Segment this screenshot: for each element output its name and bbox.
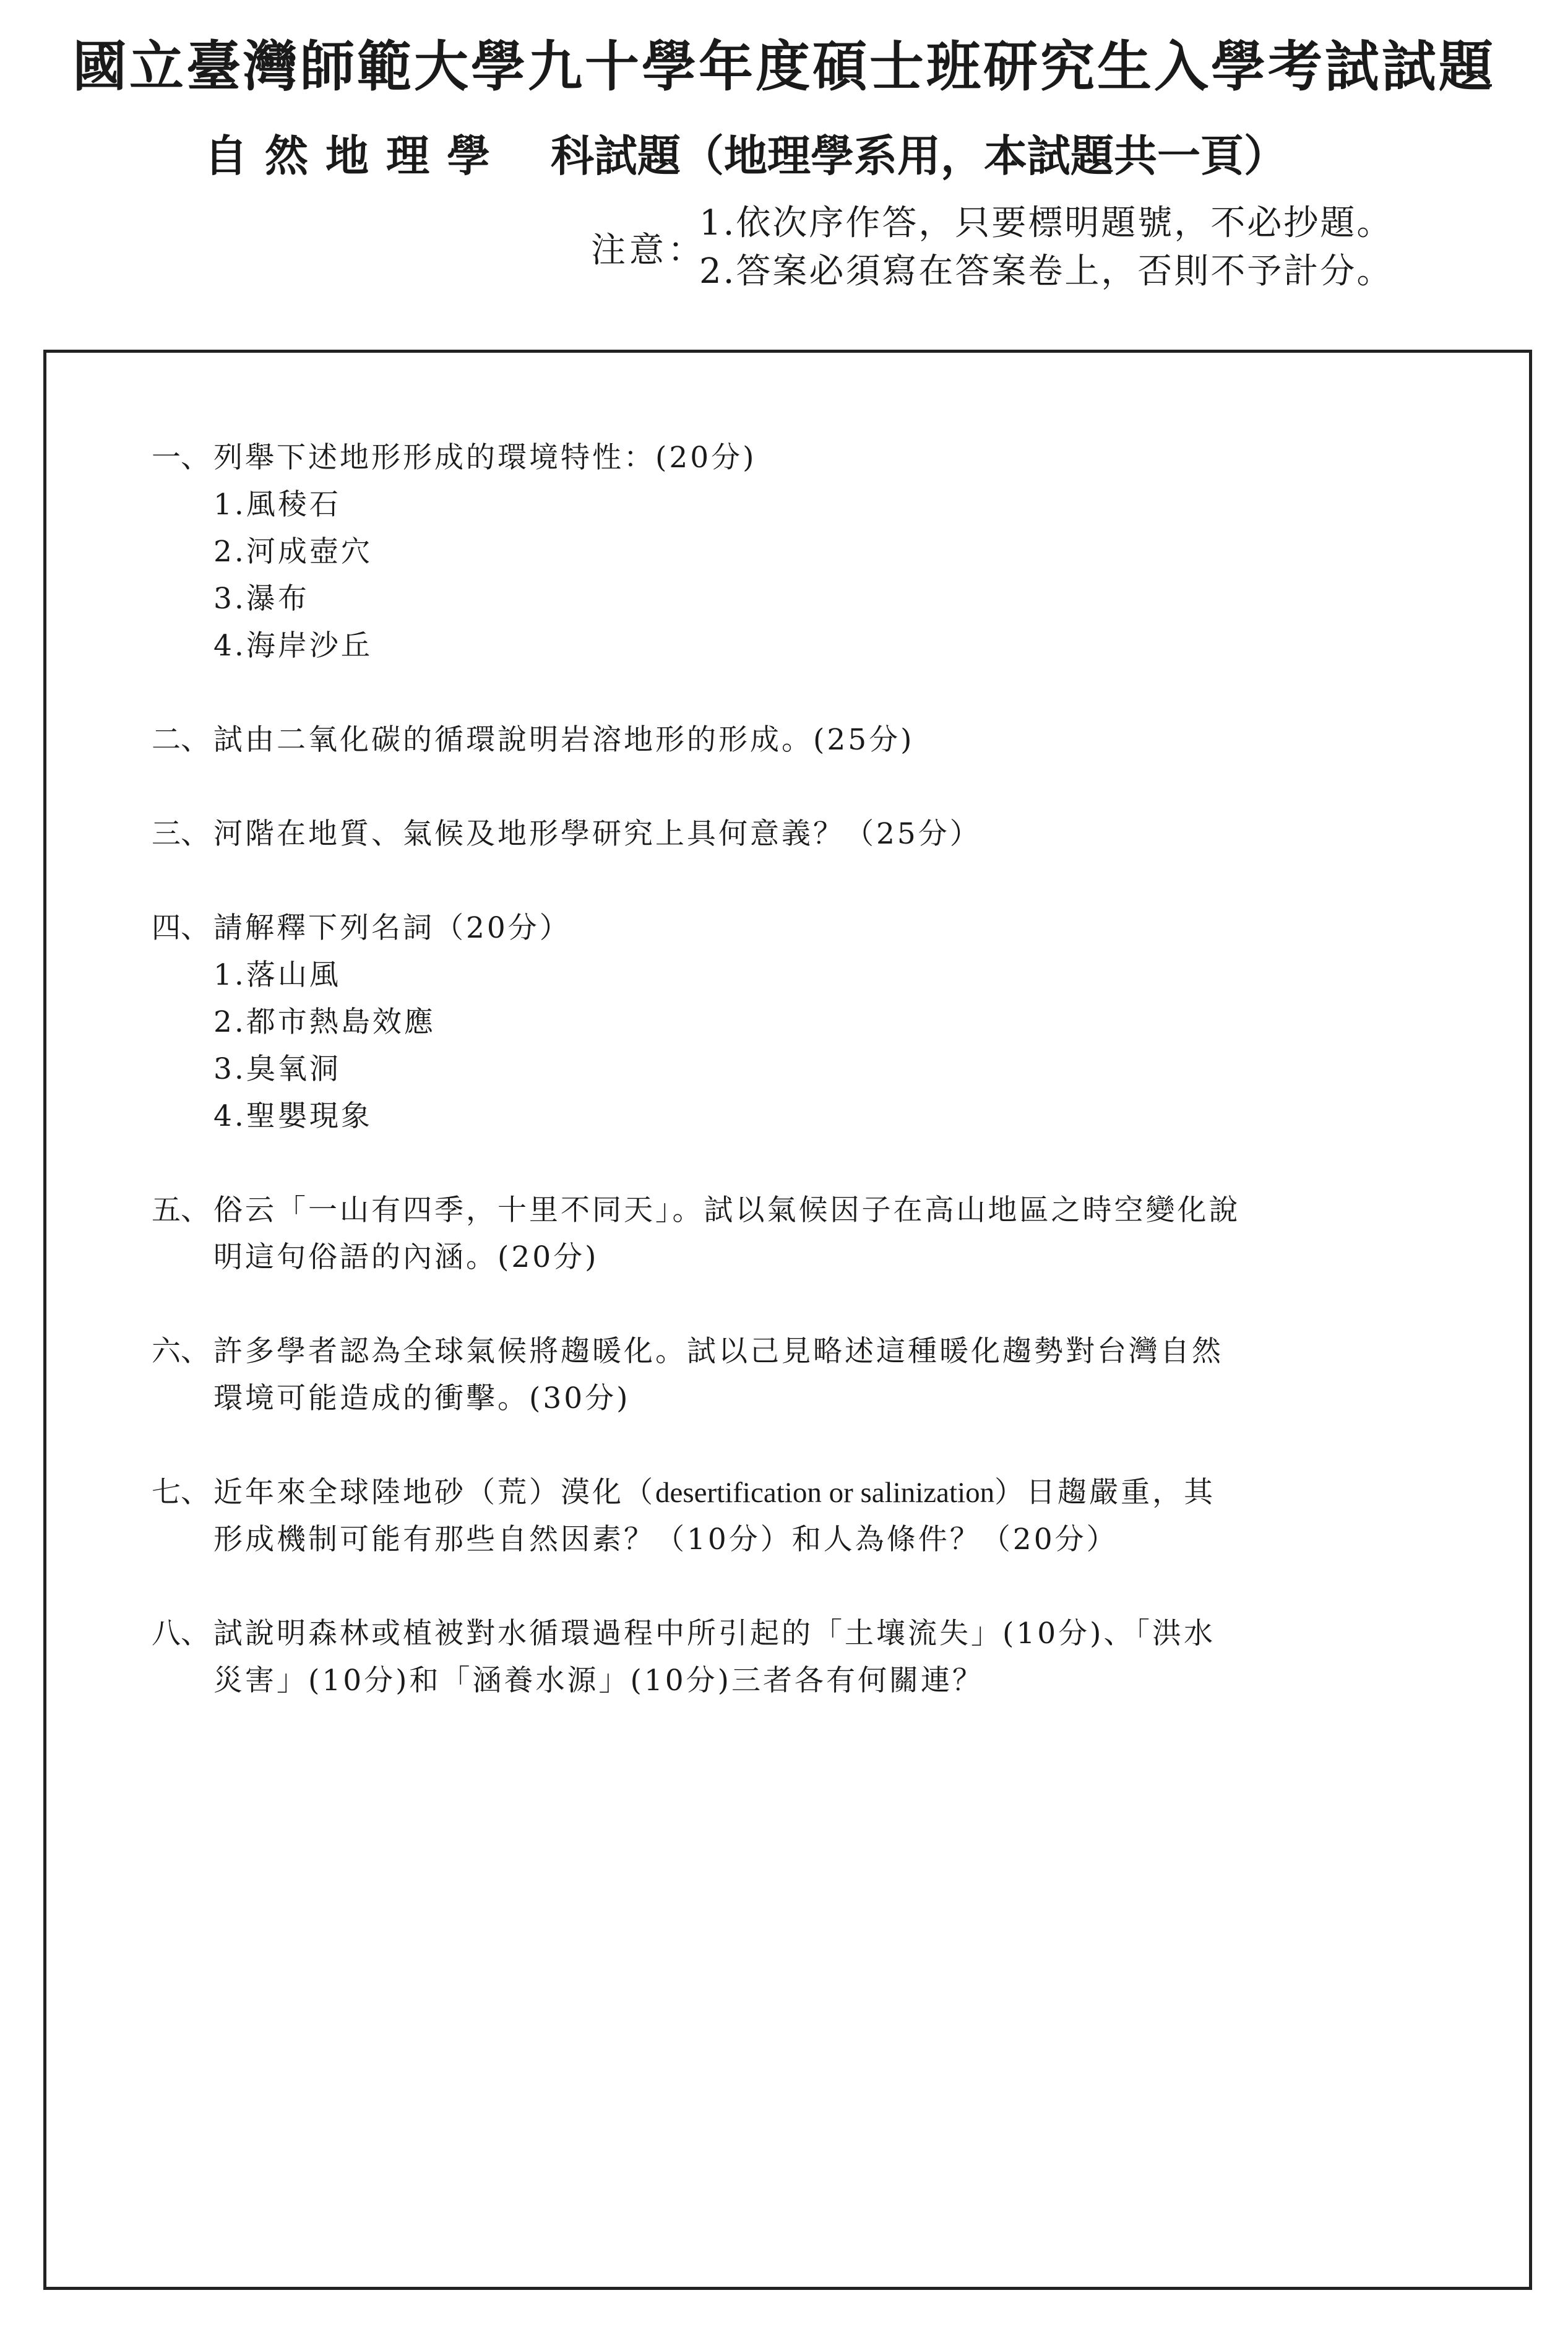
notice-items (699, 199, 1393, 296)
sub-item: 4.聖嬰現象 (213, 1099, 373, 1133)
sub-item-list (213, 952, 1241, 1140)
question-text-part: ）日趨嚴重，其形成機制可能有那些自然因素？（10分）和人為條件？（20分） (213, 1475, 1216, 1557)
page-title: 國立臺灣師範大學九十學年度碩士班研究生入學考試試題 (72, 34, 1496, 98)
question-text: 俗云「一山有四季，十里不同天」。試以氣候因子在高山地區之時空變化說明這句俗語的內涵。(20分) (213, 1193, 1241, 1274)
notice-label: 注意： (591, 230, 706, 270)
question-7 (152, 1469, 1241, 1563)
question-number: 七、 (152, 1475, 210, 1509)
question-number: 四、 (152, 911, 210, 945)
question-text: 許多學者認為全球氣候將趨暖化。試以己見略述這種暖化趨勢對台灣自然環境可能造成的衝擊。(30分) (213, 1334, 1223, 1415)
sub-item: 2.都市熱島效應 (213, 1005, 436, 1039)
question-text: 河階在地質、氣候及地形學研究上具何意義？（25分） (213, 817, 981, 851)
sub-item-list (213, 482, 1241, 670)
sub-item: 2.河成壺穴 (213, 535, 373, 569)
question-text: 試說明森林或植被對水循環過程中所引起的「土壤流失」(10分)、「洪水災害」(10分)和「涵養水源」(10分)三者各有何關連？ (213, 1617, 1215, 1698)
sub-item: 1.落山風 (213, 958, 341, 992)
exam-subtitle (204, 121, 1287, 184)
question-text-part: 近年來全球陸地砂（荒）漠化（ (213, 1475, 655, 1509)
question-text-latin: desertification or salinization (655, 1477, 995, 1509)
question-4 (152, 905, 1241, 1140)
question-list (152, 434, 1241, 1751)
question-number: 一、 (152, 441, 210, 475)
sub-item: 3.瀑布 (213, 582, 309, 616)
question-number: 六、 (152, 1334, 210, 1368)
notice-item: 1.依次序作答，只要標明題號，不必抄題。 (699, 203, 1394, 243)
notice-item: 2.答案必須寫在答案卷上，否則不予計分。 (699, 251, 1394, 292)
subject-name: 自然地理學 (204, 130, 507, 181)
sub-item: 4.海岸沙丘 (213, 629, 373, 663)
question-1 (152, 434, 1241, 670)
subject-suffix: 科試題（地理學系用，本試題共一頁） (551, 130, 1287, 181)
question-number: 五、 (152, 1193, 210, 1227)
question-number: 八、 (152, 1617, 210, 1651)
question-number: 二、 (152, 723, 210, 757)
sub-item: 1.風稜石 (213, 488, 341, 522)
question-5 (152, 1187, 1241, 1281)
question-text: 請解釋下列名詞（20分） (213, 911, 571, 945)
question-8 (152, 1610, 1241, 1704)
question-number: 三、 (152, 817, 210, 851)
sub-item: 3.臭氧洞 (213, 1052, 341, 1086)
question-text: 試由二氧化碳的循環說明岩溶地形的形成。(25分) (213, 723, 915, 757)
question-6 (152, 1328, 1241, 1422)
question-2 (152, 717, 1241, 764)
question-text: 列舉下述地形形成的環境特性：(20分) (213, 441, 757, 475)
question-text (213, 1469, 1241, 1563)
question-3 (152, 811, 1241, 858)
